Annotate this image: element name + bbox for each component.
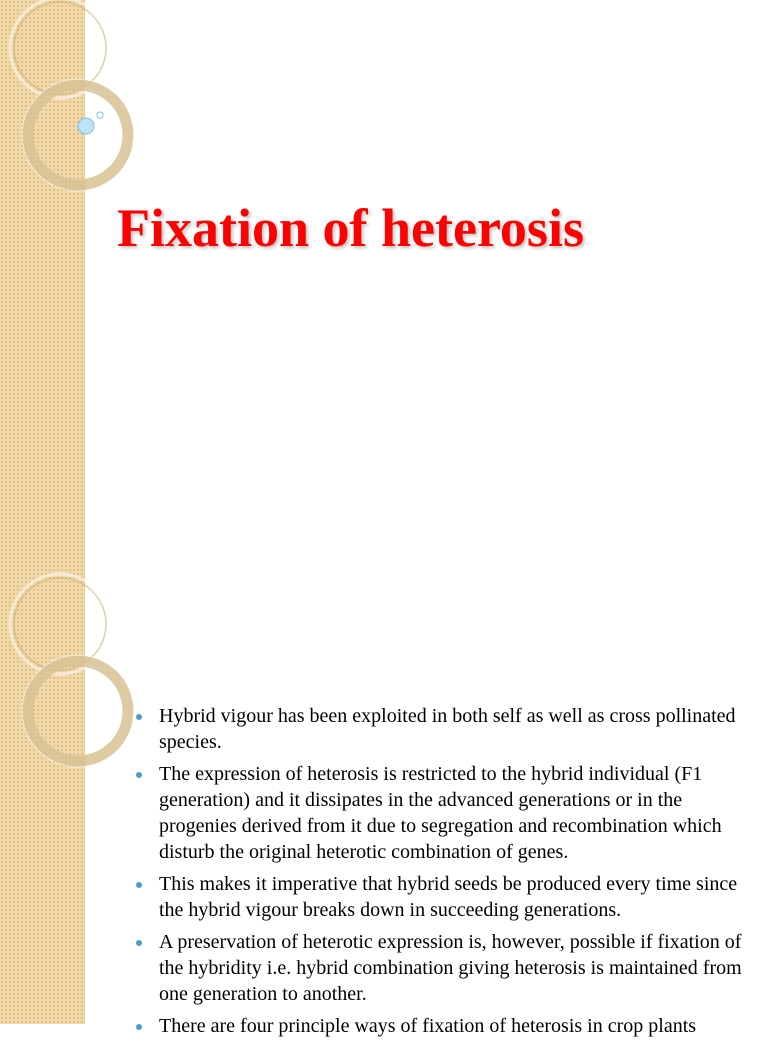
bullet-item	[136, 703, 756, 755]
bullet-text: There are four principle ways of fixation of heterosis in crop plants	[159, 1015, 697, 1037]
bullet-dot-icon	[136, 714, 142, 720]
bullet-list	[136, 703, 756, 1045]
decorative-bubble	[97, 112, 103, 118]
content-slide	[0, 576, 768, 1037]
bullet-text: This makes it imperative that hybrid seeds be produced every time since the hybrid vigour breaks down in succeeding generations.	[159, 873, 738, 921]
slide-title: Fixation of heterosis	[117, 198, 584, 258]
decorative-ring	[28, 85, 128, 185]
bullet-dot-icon	[136, 940, 142, 946]
decorative-rings-graphic	[0, 576, 120, 776]
decorative-bubble	[78, 118, 94, 134]
bullet-dot-icon	[136, 1024, 142, 1030]
bullet-text: The expression of heterosis is restricted to the hybrid individual (F1 generation) and it dissipates in the advanced generations or in the progenies derived from it due to segregation and recombination which disturb the original heterotic combination of genes.	[159, 763, 722, 863]
bullet-item	[136, 871, 756, 923]
bullet-item	[136, 761, 756, 865]
bullet-dot-icon	[136, 772, 142, 778]
bullet-text: A preservation of heterotic expression is, however, possible if fixation of the hybridity i.e. hybrid combination giving heterosis is maintained from one generation to another.	[159, 931, 742, 1005]
bullet-text: Hybrid vigour has been exploited in both self as well as cross pollinated species.	[159, 705, 736, 753]
bullet-item	[136, 929, 756, 1007]
bullet-item	[136, 1013, 756, 1039]
decorative-rings-graphic	[0, 0, 120, 200]
decorative-ring	[28, 661, 128, 761]
bullet-dot-icon	[136, 882, 142, 888]
